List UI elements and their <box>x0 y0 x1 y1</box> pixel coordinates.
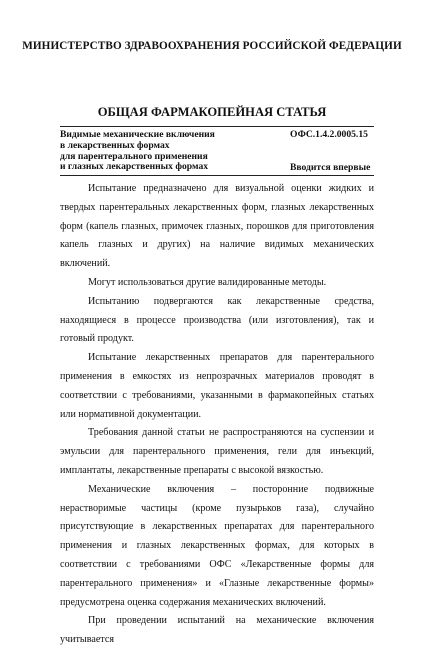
introduction-status: Вводится впервые <box>290 162 371 173</box>
body-paragraph: При проведении испытаний на механические включения учитывается <box>60 615 374 646</box>
ofs-number: ОФС.1.4.2.0005.15 <box>290 129 368 140</box>
body-paragraph: Требования данной статьи не распространяются на суспензии и эмульсии для парентерального применения, гели для инъекций, имплантаты, лекарственные препараты с высокой вязкостью. <box>60 427 374 476</box>
document-type-title: ОБЩАЯ ФАРМАКОПЕЙНАЯ СТАТЬЯ <box>97 105 327 119</box>
ministry-heading: МИНИСТЕРСТВО ЗДРАВООХРАНЕНИЯ РОССИЙСКОЙ ФЕДЕРАЦИИ <box>22 40 402 52</box>
article-title <box>60 130 275 173</box>
body-paragraph: Испытание предназначено для визуальной оценки жидких и твердых парентеральных лекарственных форм, глазных лекарственных форм (капель глазных, примочек глазных, порошков для приготовления капель глазных и других) на наличие видимых механических включений. <box>60 183 374 270</box>
body-paragraph: Испытание лекарственных препаратов для парентерального применения в емкостях из непрозрачных материалов проводят в соответствии с требованиями, указанными в фармакопейных статьях или нормативной документации. <box>60 352 374 420</box>
article-title-line: в лекарственных формах <box>60 139 170 151</box>
body-paragraph: Механические включения – посторонние подвижные нерастворимые частицы (кроме пузырьков газа), случайно присутствующие в лекарственных препаратах для парентерального применения и глазных лекарственных формах, для которых в соответствии с требованиями ОФС «Лекарственные формы для парентерального применения» и «Глазные лекарственные формы» предусмотрена оценка содержания механических включений. <box>60 483 374 608</box>
article-title-line: для парентерального применения <box>60 150 208 162</box>
body-paragraph: Могут использоваться другие валидированные методы. <box>88 276 327 288</box>
article-body <box>60 180 374 650</box>
body-paragraph: Испытанию подвергаются как лекарственные средства, находящиеся в процессе производства (или изготовления), так и готовый продукт. <box>60 295 374 345</box>
article-title-line: и глазных лекарственных формах <box>60 161 209 173</box>
article-title-line: Видимые механические включения <box>60 129 215 140</box>
header-top-rule <box>60 126 374 127</box>
header-bottom-rule <box>60 175 374 176</box>
